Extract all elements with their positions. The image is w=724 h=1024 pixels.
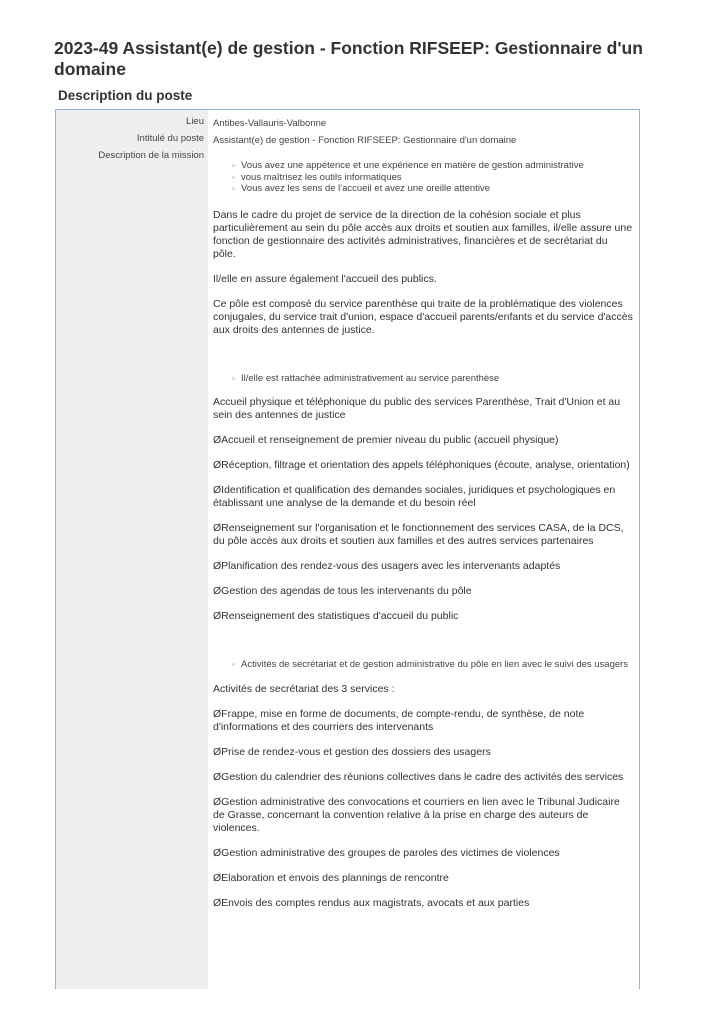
paragraph: ØFrappe, mise en forme de documents, de compte-rendu, de synthèse, de note d'informations et des courriers des intervenants xyxy=(213,707,585,733)
list-item: ◦ Vous avez les sens de l'accueil et avez une oreille attentive xyxy=(241,183,633,195)
paragraph: ØGestion du calendrier des réunions collectives dans le cadre des activités des services xyxy=(213,770,624,783)
paragraph: ØAccueil et renseignement de premier niveau du public (accueil physique) xyxy=(213,434,559,446)
paragraph: ØElaboration et envois des plannings de rencontre xyxy=(213,871,449,884)
paragraph: Accueil physique et téléphonique du public des services Parenthèse, Trait d'Union et au sein des antennes de justice xyxy=(213,396,621,421)
intitule-value: Assistant(e) de gestion - Fonction RIFSEEP: Gestionnaire d'un domaine xyxy=(213,135,517,146)
paragraph: ØRenseignement sur l'organisation et le fonctionnement des services CASA, de la DCS, du pôle accès aux droits et soutien aux familles et des autres services partenaires xyxy=(213,522,624,547)
paragraph: ØRéception, filtrage et orientation des appels téléphoniques (écoute, analyse, orientation) xyxy=(213,459,630,471)
label-column xyxy=(56,110,208,989)
paragraph: ØPlanification des rendez-vous des usagers avec les intervenants adaptés xyxy=(213,560,561,572)
paragraph: ØPrise de rendez-vous et gestion des dossiers des usagers xyxy=(213,745,491,758)
paragraph: ØGestion administrative des groupes de paroles des victimes de violences xyxy=(213,846,560,859)
list-item: ◦ Vous avez une appétence et une expérience en matière de gestion administrative xyxy=(241,160,633,172)
lieu-value: Antibes-Vallauris-Valbonne xyxy=(213,118,327,129)
paragraph: Ce pôle est composé du service parenthèse qui traite de la problématique des violences conjugales, du service trait d'union, espace d'accueil parents/enfants et du service d'accès aux droits des antennes de justice. xyxy=(213,297,633,336)
paragraph: Activités de secrétariat des 3 services : xyxy=(213,682,395,695)
paragraph: Il/elle en assure également l'accueil des publics. xyxy=(213,272,437,285)
list-item: ◦ Activités de secrétariat et de gestion administrative du pôle en lien avec le suivi des usagers xyxy=(241,659,633,671)
lieu-label: Lieu xyxy=(186,116,204,127)
job-description-panel xyxy=(55,109,640,989)
paragraph: ØIdentification et qualification des demandes sociales, juridiques et psychologiques en établissant une analyse de la demande et du besoin réel xyxy=(213,484,616,509)
profile-bullet-list xyxy=(213,160,633,195)
intitule-label: Intitulé du poste xyxy=(136,133,204,144)
paragraph: ØRenseignement des statistiques d'accueil du public xyxy=(213,610,459,622)
mission-content xyxy=(213,160,633,910)
paragraph: ØEnvois des comptes rendus aux magistrats, avocats et aux parties xyxy=(213,896,530,909)
list-item: ◦ Il/elle est rattachée administrativement au service parenthèse xyxy=(241,373,633,385)
paragraph: ØGestion des agendas de tous les intervenants du pôle xyxy=(213,585,472,597)
list-item: ◦ vous maîtrisez les outils informatiques xyxy=(241,172,633,184)
section-title: Description du poste xyxy=(58,88,193,103)
page-title: 2023-49 Assistant(e) de gestion - Fonction RIFSEEP: Gestionnaire d'un domaine xyxy=(54,38,643,79)
mission-label: Description de la mission xyxy=(98,150,204,161)
paragraph: ØGestion administrative des convocations et courriers en lien avec le Tribunal Judicaire de Grasse, concernant la convention relative à la prise en charge des auteurs de violences. xyxy=(213,795,620,834)
secretariat-bullet-list xyxy=(213,659,633,671)
paragraph: Dans le cadre du projet de service de la direction de la cohésion sociale et plus particulièrement au sein du pôle accès aux droits et soutien aux familles, il/elle assure une fonction de gestionnaire des activités administratives, financières et de secrétariat du pôle. xyxy=(213,208,633,260)
rattachement-bullet-list xyxy=(213,373,633,385)
